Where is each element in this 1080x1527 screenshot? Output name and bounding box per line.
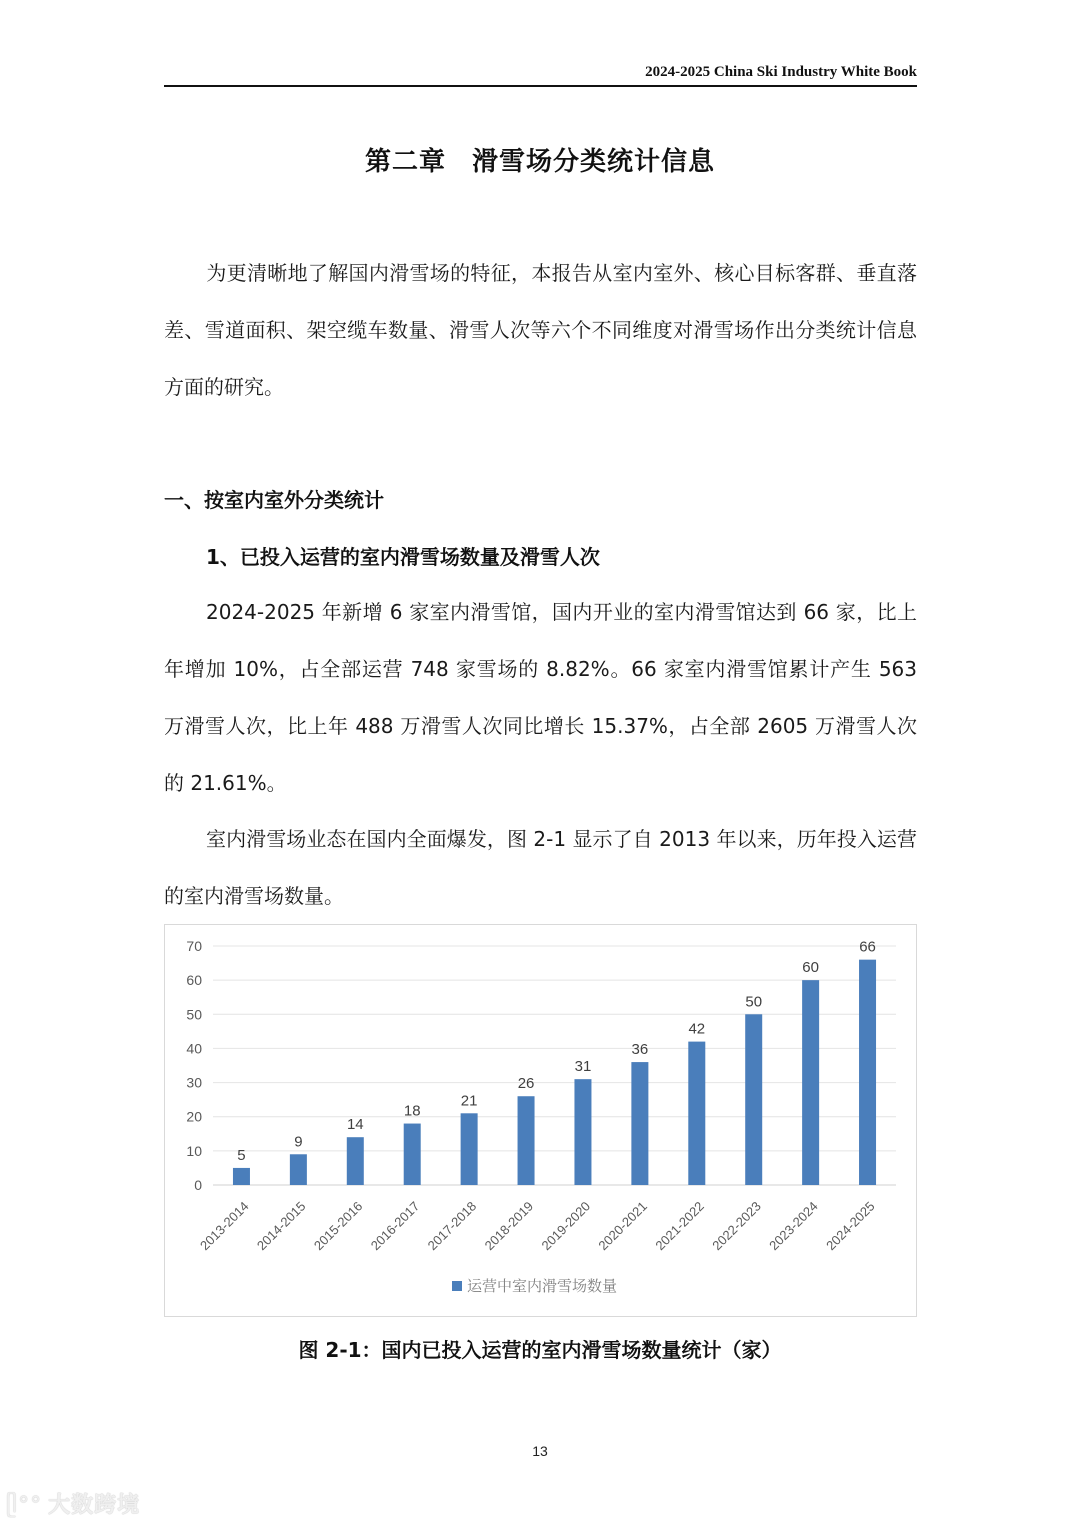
x-tick-label: 2019-2020 [538,1198,594,1254]
chapter-name: 滑雪场分类统计信息 [472,147,716,177]
x-tick-label: 2017-2018 [424,1198,480,1254]
data-label: 9 [294,1133,303,1151]
bar-chart [164,924,917,1317]
legend-swatch-icon [452,1281,462,1291]
data-label: 42 [688,1020,706,1038]
header-rule [164,85,917,87]
x-tick-label: 2014-2015 [253,1198,309,1254]
intro-paragraph [164,245,917,416]
data-label: 18 [403,1102,421,1120]
body-paragraph-2 [164,811,917,925]
bar [688,1042,705,1185]
intro-text: 为更清晰地了解国内滑雪场的特征，本报告从室内室外、核心目标客群、垂直落差、雪道面积、架空缆车数量、滑雪人次等六个不同维度对滑雪场作出分类统计信息方面的研究。 [164,261,917,399]
x-tick-label: 2015-2016 [310,1198,366,1254]
watermark [6,1488,140,1519]
data-label: 14 [346,1116,364,1134]
bar [518,1096,535,1185]
figure-caption: 图 2-1：国内已投入运营的室内滑雪场数量统计（家） [298,1338,782,1362]
data-label: 36 [631,1041,649,1059]
y-tick-label: 50 [186,1006,202,1023]
y-tick-label: 10 [186,1142,202,1159]
bar [404,1124,421,1185]
bar [233,1168,250,1185]
data-label: 26 [517,1075,535,1093]
y-tick-label: 70 [186,938,202,954]
x-tick-label: 2016-2017 [367,1198,423,1254]
x-tick-label: 2021-2022 [652,1198,707,1254]
bar [745,1014,762,1185]
x-tick-label: 2022-2023 [709,1198,764,1254]
paragraph-2-text: 室内滑雪场业态在国内全面爆发，图 2-1 显示了自 2013 年以来，历年投入运营的室内滑雪场数量。 [164,827,917,908]
y-tick-label: 60 [186,972,202,989]
chapter-number: 第二章 [364,147,446,177]
bar [859,960,876,1185]
data-label: 31 [574,1058,592,1076]
section-heading: 一、按室内室外分类统计 [164,488,384,512]
y-tick-label: 20 [186,1108,202,1125]
y-tick-label: 30 [186,1074,202,1091]
chart-canvas [165,925,916,1316]
data-label: 50 [745,993,763,1011]
data-label: 5 [237,1146,246,1164]
bar [461,1113,478,1185]
bar [574,1079,591,1185]
x-tick-label: 2023-2024 [766,1198,821,1254]
legend-label: 运营中室内滑雪场数量 [467,1278,618,1295]
paragraph-1-text: 2024-2025 年新增 6 家室内滑雪馆，国内开业的室内滑雪馆达到 66 家，比上年增加 10%，占全部运营 748 家雪场的 8.82%。66 家室内滑雪馆累计产生 563 万滑雪人次，比上年 488 万滑雪人次同比增长 15.37%，占全部 2605 万滑雪人次的 21.61%。 [164,600,917,795]
page-number: 13 [532,1443,548,1459]
bar [290,1154,307,1185]
x-tick-label: 2020-2021 [595,1198,650,1254]
watermark-text: 大数跨境 [48,1493,141,1518]
data-label: 60 [802,959,819,977]
bar [802,980,819,1185]
subsection-heading: 1、已投入运营的室内滑雪场数量及滑雪人次 [206,545,600,569]
body-paragraph-1 [164,584,917,812]
y-tick-label: 40 [186,1040,202,1057]
watermark-logo-icon: ᥫ°° [6,1493,43,1518]
x-tick-label: 2018-2019 [481,1198,537,1254]
y-tick-label: 0 [194,1177,202,1193]
x-tick-label: 2024-2025 [823,1198,878,1254]
running-header-title: 2024-2025 China Ski Industry White Book [645,64,917,80]
chapter-title [0,141,1080,178]
data-label: 66 [859,938,876,956]
data-label: 21 [460,1092,478,1110]
bar [347,1137,364,1185]
bar [631,1062,648,1185]
x-tick-label: 2013-2014 [197,1198,252,1254]
